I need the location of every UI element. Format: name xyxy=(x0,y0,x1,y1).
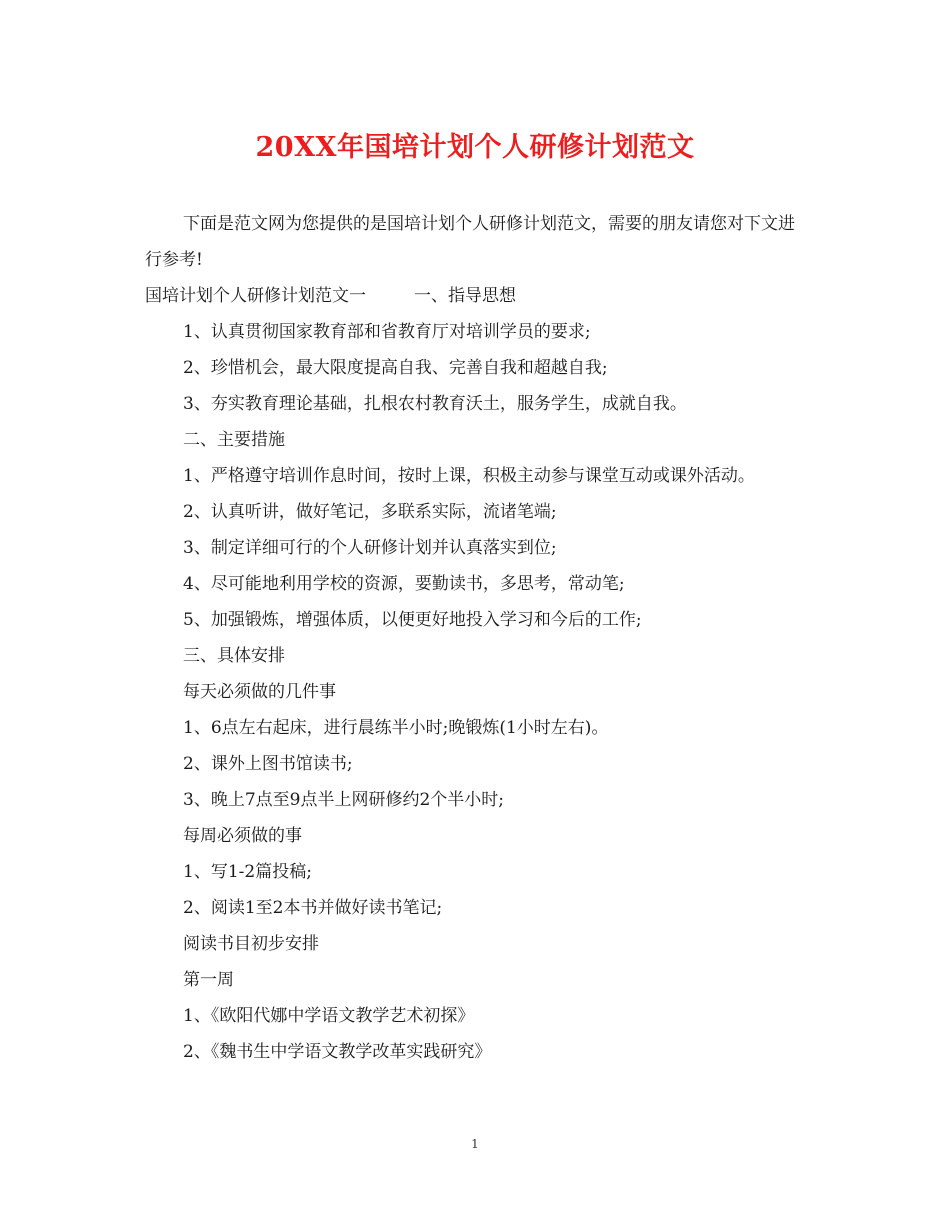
paragraph-12: 1、6点左右起床，进行晨练半小时;晚锻炼(1小时左右)。 xyxy=(183,718,609,738)
paragraph-20: 1、《欧阳代娜中学语文教学艺术初探》 xyxy=(183,1006,475,1026)
paragraph-16: 1、写1-2篇投稿; xyxy=(183,862,312,882)
paragraph-17: 2、阅读1至2本书并做好读书笔记; xyxy=(183,898,443,918)
heading-measures: 二、主要措施 xyxy=(183,430,285,450)
paragraph-9: 5、加强锻炼，增强体质，以便更好地投入学习和今后的工作; xyxy=(183,610,642,630)
section-label-line xyxy=(145,278,810,314)
paragraph-19: 第一周 xyxy=(183,970,234,990)
paragraph-1: 1、认真贯彻国家教育部和省教育厅对培训学员的要求; xyxy=(183,322,591,342)
document-title: 20XX年国培计划个人研修计划范文 xyxy=(255,132,695,163)
section-label: 国培计划个人研修计划范文一 xyxy=(145,286,366,306)
paragraph-5: 1、严格遵守培训作息时间，按时上课，积极主动参与课堂互动或课外活动。 xyxy=(183,466,755,486)
intro-paragraph: 下面是范文网为您提供的是国培计划个人研修计划范文，需要的朋友请您对下文进行参考! xyxy=(145,214,795,270)
paragraph-11: 每天必须做的几件事 xyxy=(183,682,336,702)
paragraph-13: 2、课外上图书馆读书; xyxy=(183,754,353,774)
paragraph-21: 2、《魏书生中学语文教学改革实践研究》 xyxy=(183,1042,492,1062)
section-heading: 一、指导思想 xyxy=(414,286,516,306)
document-body xyxy=(145,206,810,1070)
paragraph-3: 3、夯实教育理论基础，扎根农村教育沃土，服务学生，成就自我。 xyxy=(183,394,687,414)
paragraph-14: 3、晚上7点至9点半上网研修约2个半小时; xyxy=(183,790,504,810)
paragraph-8: 4、尽可能地利用学校的资源，要勤读书，多思考，常动笔; xyxy=(183,574,625,594)
paragraph-6: 2、认真听讲，做好笔记，多联系实际，流诸笔端; xyxy=(183,502,557,522)
paragraph-18: 阅读书目初步安排 xyxy=(183,934,319,954)
paragraph-2: 2、珍惜机会，最大限度提高自我、完善自我和超越自我; xyxy=(183,358,608,378)
paragraph-7: 3、制定详细可行的个人研修计划并认真落实到位; xyxy=(183,538,557,558)
page-number: 1 xyxy=(471,1137,479,1151)
paragraph-15: 每周必须做的事 xyxy=(183,826,302,846)
heading-arrangement: 三、具体安排 xyxy=(183,646,285,666)
